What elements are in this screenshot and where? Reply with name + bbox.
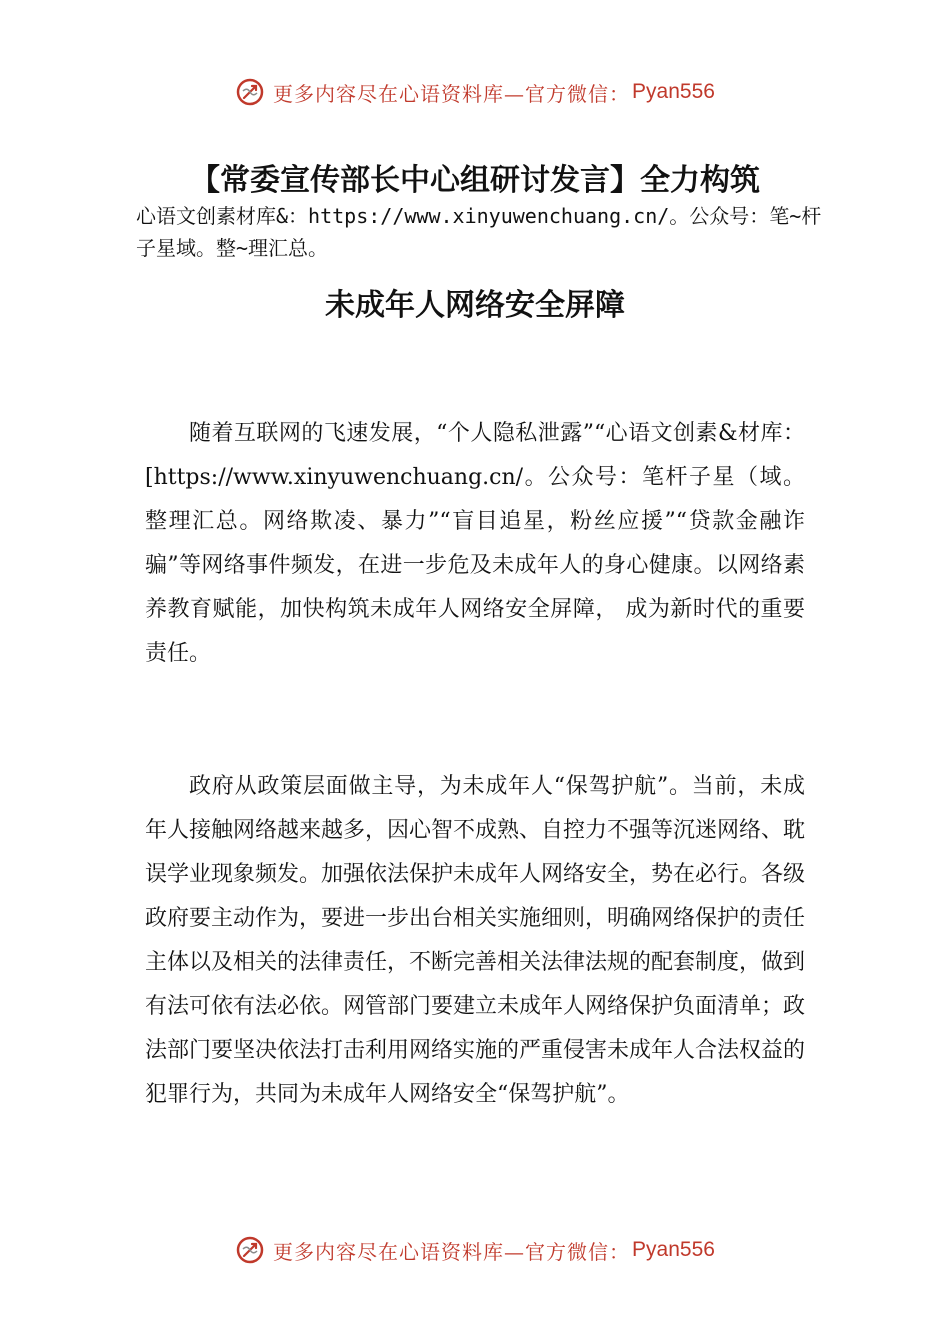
banner-text: 更多内容尽在心语资料库—官方微信： bbox=[273, 81, 631, 106]
document-title: 【常委宣传部长中心组研讨发言】全力构筑 bbox=[190, 163, 760, 198]
document-subtitle: 未成年人网络安全屏障 bbox=[325, 288, 625, 323]
footer-banner bbox=[0, 1230, 950, 1270]
source-note: 心语文创素材库&：https://www.xinyuwenchuang.cn/。公众号：笔~杆子星域。整~理汇总。 bbox=[136, 204, 822, 260]
body-paragraph-2: 政府从政策层面做主导，为未成年人“保驾护航”。当前，未成年人接触网络越来越多，因心智不成熟、自控力不强等沉迷网络、耽误学业现象频发。加强依法保护未成年人网络安全，势在必行。各级政府要主动作为，要进一步出台相关实施细则，明确网络保护的责任主体以及相关的法律责任，不断完善相关法律法规的配套制度，做到有法可依有法必依。网管部门要建立未成年人网络保护负面清单；政法部门要坚决依法打击利用网络实施的严重侵害未成年人合法权益的犯罪行为，共同为未成年人网络安全“保驾护航”。 bbox=[145, 774, 806, 1107]
header-banner bbox=[0, 72, 950, 112]
banner-wechat-id: Pyan556 bbox=[632, 1238, 715, 1261]
banner-wechat-id: Pyan556 bbox=[632, 80, 715, 103]
body-paragraph-1: 随着互联网的飞速发展，“个人隐私泄露”“心语文创素&材库：[https://www.xinyuwenchuang.cn/。公众号：笔杆子星（域。整理汇总。网络欺凌、暴力”“盲目追星，粉丝应援”“贷款金融诈骗”等网络事件频发，在进一步危及未成年人的身心健康。以网络素养教育赋能，加快构筑未成年人网络安全屏障， 成为新时代的重要责任。 bbox=[145, 421, 805, 666]
red-quill-seal-icon bbox=[235, 77, 265, 107]
banner-text: 更多内容尽在心语资料库—官方微信： bbox=[273, 1239, 631, 1264]
red-quill-seal-icon bbox=[235, 1235, 265, 1265]
